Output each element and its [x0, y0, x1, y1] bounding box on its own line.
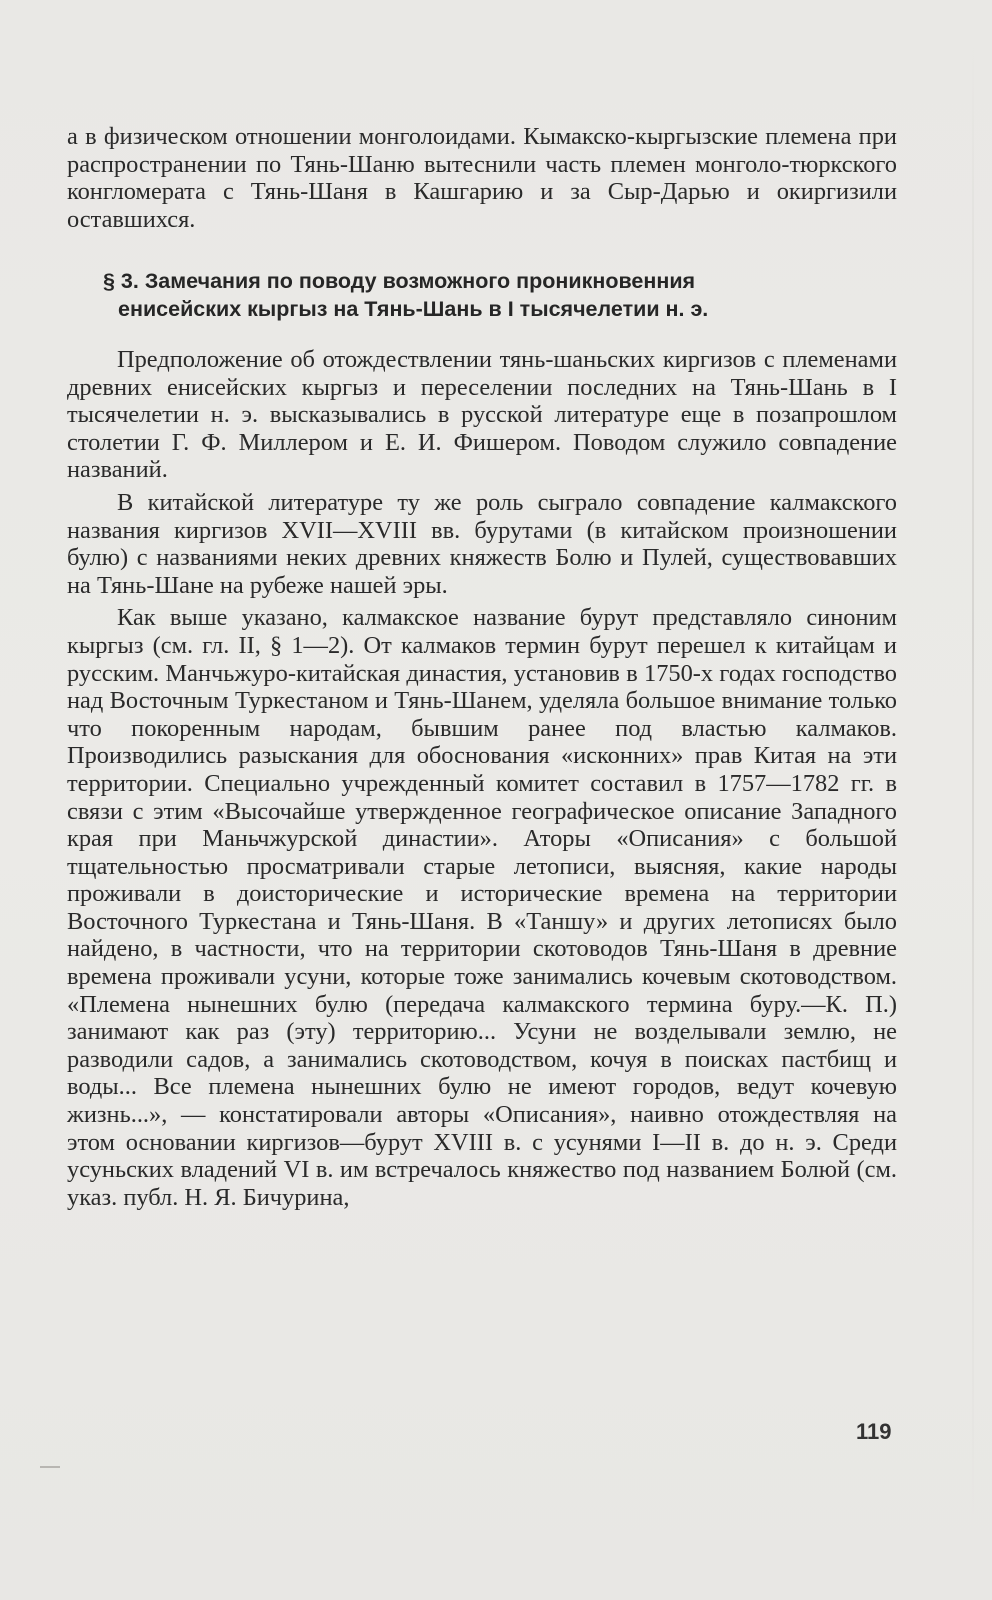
paragraph: Как выше указано, калмакское название бурут представляло синоним кыргыз (см. гл. II, § 1—2). От калмаков термин бурут перешел к китайцам и русским. Манчьжуро-китайская династия, установив в 1750-х годах господство над Восточным Туркестаном и Тянь-Шанем, уделяла большое внимание только что покоренным народам, бывшим ранее под властью калмаков. Производились разыскания для обоснования «исконних» прав Китая на эти территории. Специально учрежденный комитет составил в 1757—1782 гг. в связи с этим «Высочайше утвержденное географическое описание Западного края при Маньчжурской династии». Аторы «Описания» с большой тщательностью просматривали старые летописи, выясняя, какие народы проживали в доисторические и исторические времена на территории Восточного Туркестана и Тянь-Шаня. В «Таншу» и других летописях было найдено, в частности, что на территории скотоводов Тянь-Шаня в древние времена проживали усуни, которые тоже занимались кочевым скотоводством. «Племена нынешних булю (передача калмакского термина буру.—К. П.) занимают как раз (эту) территорию... Усуни не возделывали землю, не разводили садов, а занимались скотоводством, кочуя в поисках пастбищ и воды... Все племена нынешних булю не имеют городов, ведут кочевую жизнь...», — констатировали авторы «Описания», наивно отождествляя на этом основании киргизов—бурут XVIII в. с усунями I—II в. до н. э. Среди усуньских владений VI в. им встречалось княжество под названием Болюй (см. указ. публ. Н. Я. Бичурина, — [67, 604, 897, 1211]
section-heading-line-1: § 3. Замечания по поводу возможного проникновенния — [103, 269, 696, 293]
section-heading-line-2: енисейских кыргыз на Тянь-Шань в I тысячелетии н. э. — [118, 296, 709, 321]
paragraph: Предположение об отождествлении тянь-шаньских киргизов с племенами древних енисейских кыргыз и переселении последних на Тянь-Шань в I тысячелетии н. э. высказывались в русской литературе еще в позапрошлом столетии Г. Ф. Миллером и Е. И. Фишером. Поводом служило совпадение названий. — [67, 346, 897, 484]
scan-edge-mark — [40, 1466, 60, 1468]
page-edge-shadow — [972, 40, 974, 1540]
intro-paragraph-block — [67, 123, 897, 233]
intro-paragraph: а в физическом отношении монголоидами. Кымакско-кыргызские племена при распространении по Тянь-Шаню вытеснили часть племен монголо-тюркского конгломерата с Тянь-Шаня в Кашгарию и за Сыр-Дарью и окиргизили оставшихся. — [67, 123, 897, 233]
paragraph: В китайской литературе ту же роль сыграло совпадение калмакского названия киргизов XVII—XVIII вв. бурутами (в китайском произношении булю) с названиями неких древних княжеств Болю и Пулей, существовавших на Тянь-Шане на рубеже нашей эры. — [67, 488, 897, 599]
body-text — [67, 346, 897, 1216]
section-heading — [103, 268, 863, 323]
page-number: 119 — [856, 1419, 892, 1444]
